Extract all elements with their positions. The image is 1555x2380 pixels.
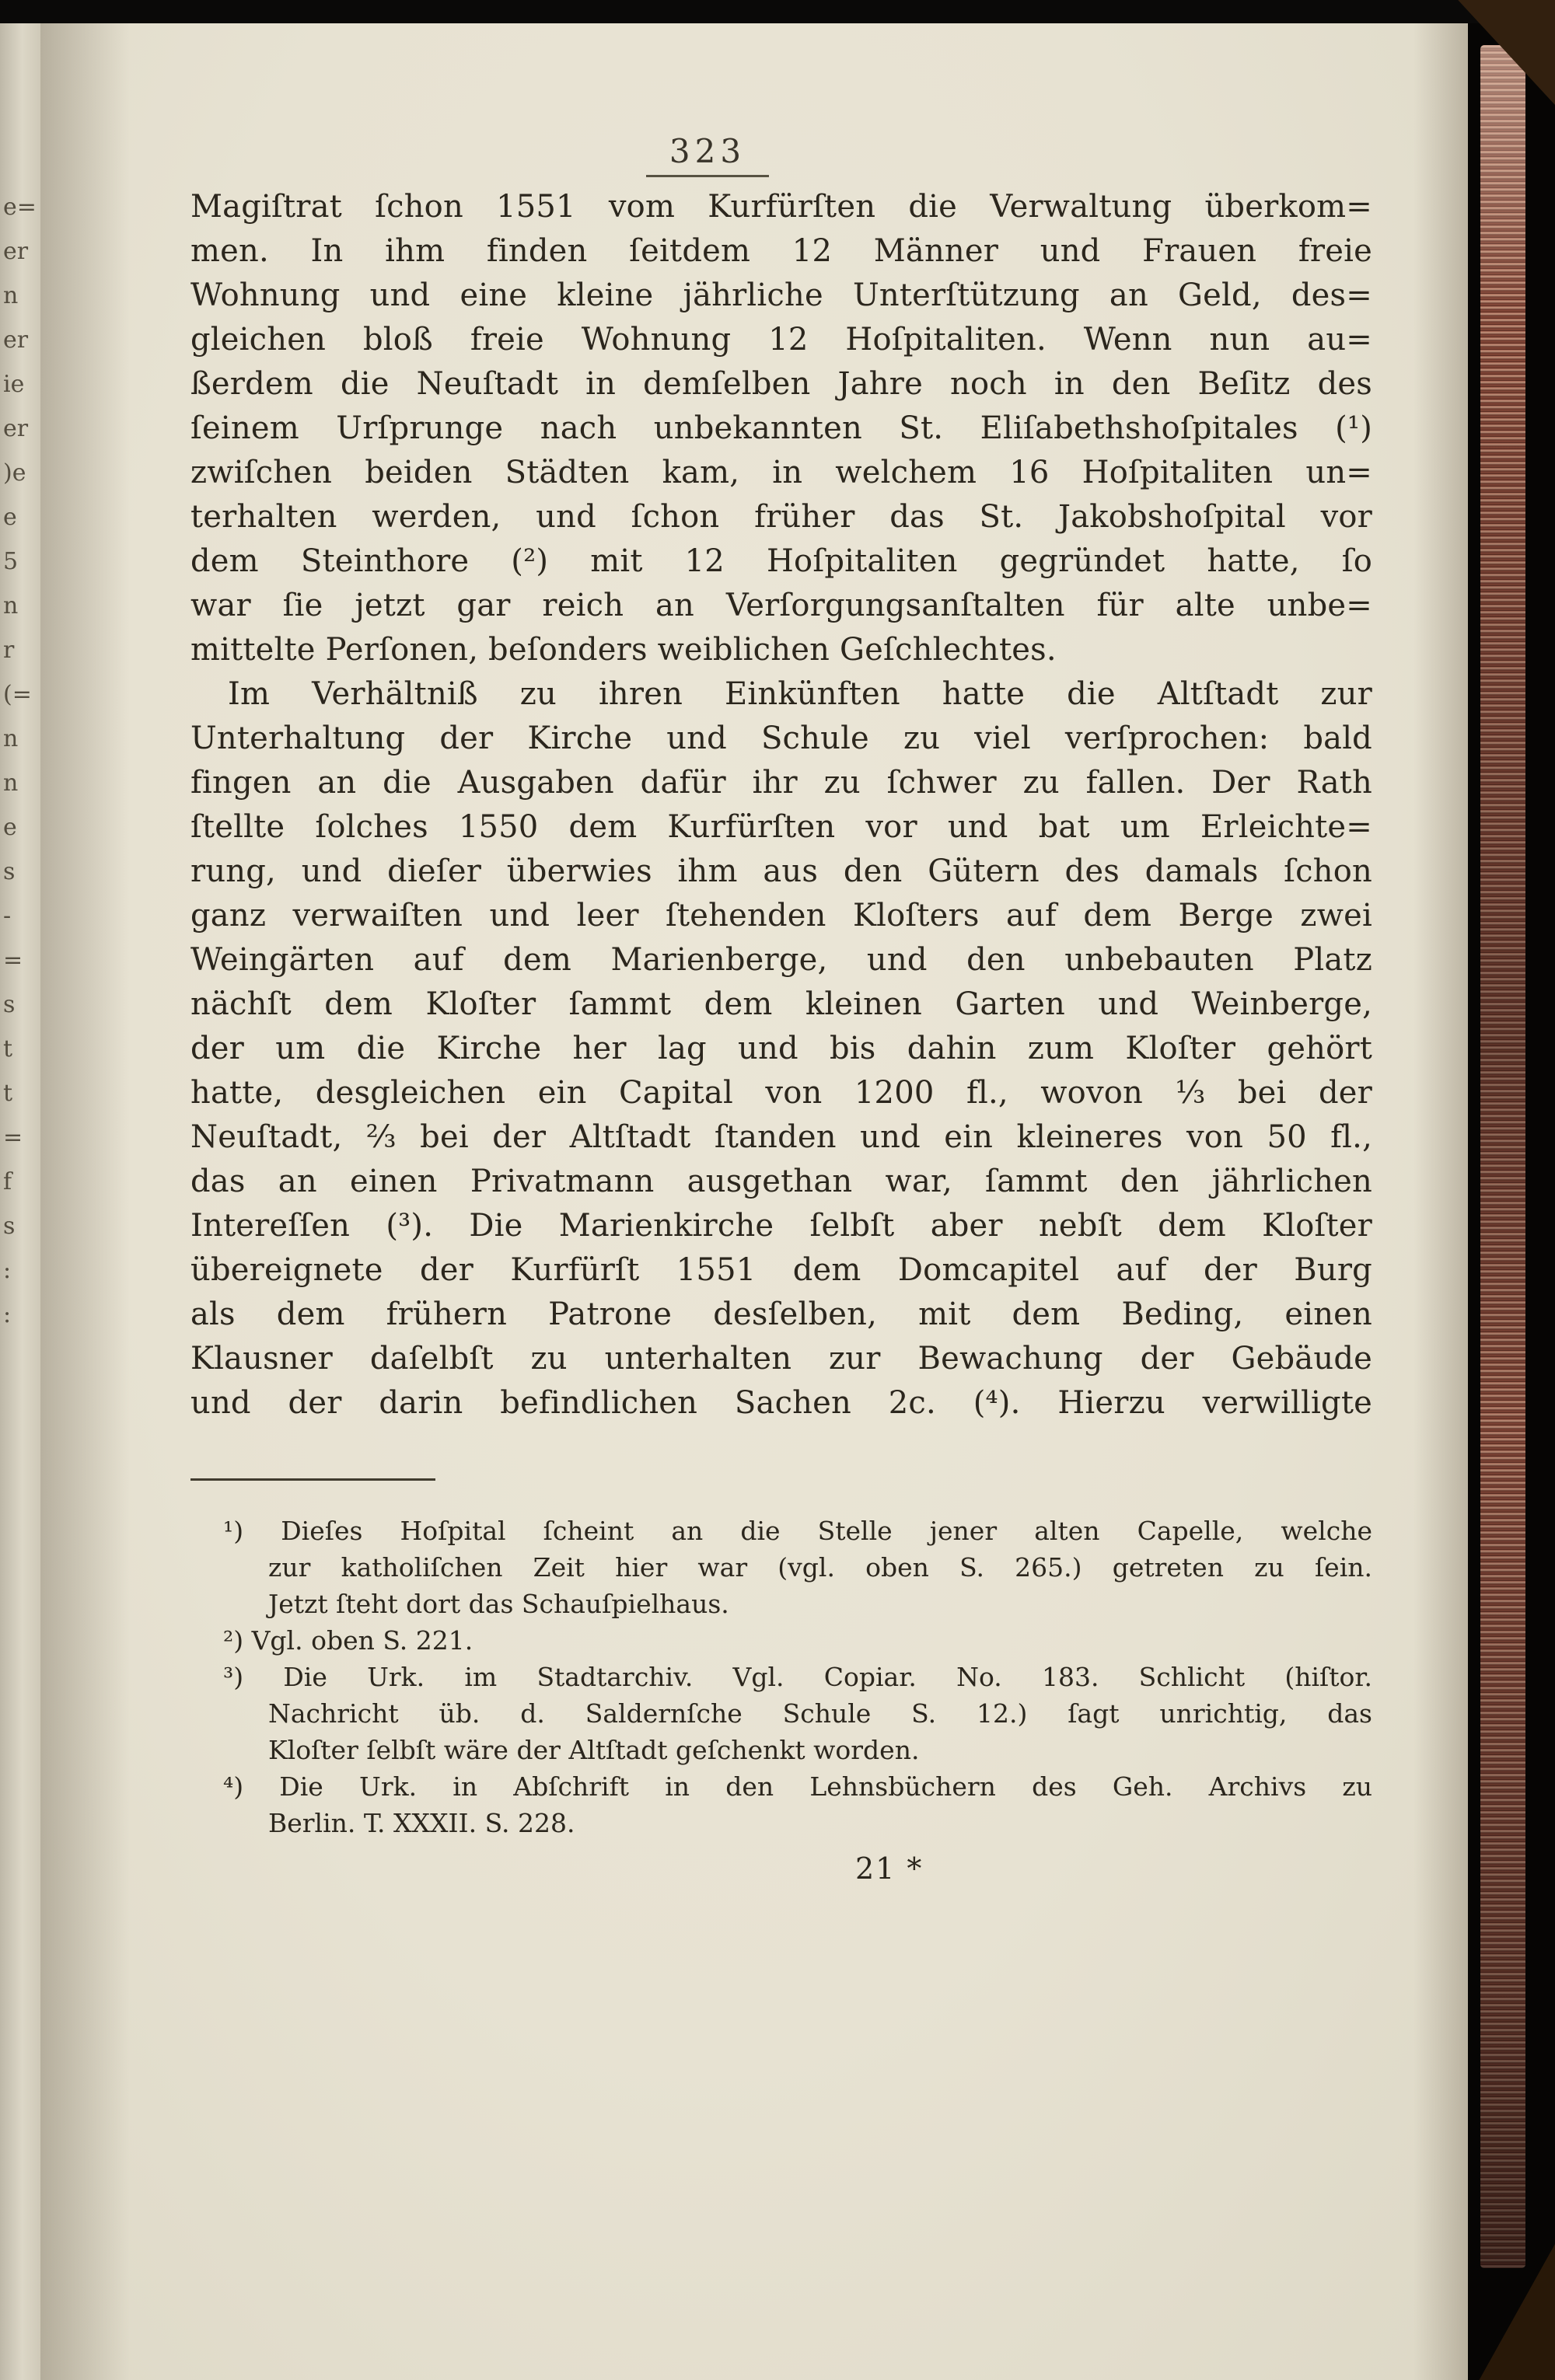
signature-mark: 21 *	[855, 1851, 924, 1886]
text-line: gleichen bloß freie Wohnung 12 Hoſpitaliten. Wenn nun au=	[190, 322, 1372, 358]
margin-fragment	[3, 1337, 39, 1381]
text-line: das an einen Privatmann ausgethan war, ſammt den jährlichen	[190, 1164, 1372, 1199]
margin-fragment: n	[3, 592, 19, 619]
text-line: übereignete der Kurfürſt 1551 dem Domcapitel auf der Burg	[190, 1252, 1372, 1288]
text-line: rung, und dieſer überwies ihm aus den Gütern des damals ſchon	[190, 853, 1372, 889]
text-line: nächſt dem Kloſter ſammt dem kleinen Garten und Weinberge,	[190, 986, 1372, 1022]
margin-fragment: s	[3, 1213, 16, 1240]
text-line: ganz verwaiſten und leer ſtehenden Kloſters auf dem Berge zwei	[190, 898, 1372, 934]
text-line: als dem frühern Patrone desſelben, mit dem Beding, einen	[190, 1296, 1372, 1332]
text-line: terhalten werden, und ſchon früher das St. Jakobshoſpital vor	[190, 499, 1372, 535]
margin-fragment: er	[3, 415, 29, 442]
margin-fragment: n	[3, 282, 19, 309]
footnote-line: Jetzt ſteht dort das Schauſpielhaus.	[268, 1589, 729, 1619]
text-line: mittelte Perſonen, beſonders weiblichen Geſchlechtes.	[190, 632, 1057, 668]
footnote-line: ²) Vgl. oben S. 221.	[223, 1625, 473, 1656]
text-line: Im Verhältniß zu ihren Einkünften hatte die Altſtadt zur	[228, 676, 1372, 712]
margin-fragment: ie	[3, 371, 25, 398]
gutter-shadow	[40, 23, 130, 2380]
text-line: dem Steinthore (²) mit 12 Hoſpitaliten gegründet hatte, ſo	[190, 543, 1372, 579]
margin-fragment: er	[3, 326, 29, 354]
book-edge	[1468, 0, 1555, 2380]
book-page	[0, 23, 1468, 2380]
text-line: Unterhaltung der Kirche und Schule zu viel verſprochen: bald	[190, 721, 1372, 756]
text-line: und der darin befindlichen Sachen 2c. (⁴). Hierzu verwilligte	[190, 1385, 1372, 1421]
footnote-line: ⁴) Die Urk. in Abſchrift in den Lehnsbüchern des Geh. Archivs zu	[223, 1771, 1372, 1802]
body-text	[190, 185, 1372, 1426]
margin-fragment: e=	[3, 194, 37, 221]
margin-fragment: n	[3, 725, 19, 752]
page-number: 323	[646, 132, 769, 177]
margin-fragment: t	[3, 1080, 13, 1107]
footnote-separator	[190, 1478, 435, 1481]
margin-fragment: :	[3, 1301, 12, 1328]
footnote-line: ³) Die Urk. im Stadtarchiv. Vgl. Copiar. No. 183. Schlicht (hiſtor.	[223, 1662, 1372, 1692]
text-line: men. In ihm finden ſeitdem 12 Männer und Frauen freie	[190, 233, 1372, 269]
text-line: hatte, desgleichen ein Capital von 1200 fl., wovon ⅓ bei der	[190, 1075, 1372, 1111]
footnote-line: zur katholiſchen Zeit hier war (vgl. oben S. 265.) getreten zu ſein.	[268, 1552, 1372, 1583]
text-line: Magiſtrat ſchon 1551 vom Kurfürſten die Verwaltung überkom=	[190, 189, 1372, 225]
text-line: Intereſſen (³). Die Marienkirche ſelbſt aber nebſt dem Kloſter	[190, 1208, 1372, 1244]
margin-fragment: )e	[3, 459, 26, 487]
page-stack-edges	[1480, 45, 1525, 2268]
margin-fragment: er	[3, 238, 29, 265]
margin-fragment: t	[3, 1035, 13, 1063]
text-line: ßerdem die Neuſtadt in demſelben Jahre noch in den Beſitz des	[190, 366, 1372, 402]
page-header	[117, 132, 1298, 177]
footnote-line: Berlin. T. XXXII. S. 228.	[268, 1808, 575, 1838]
margin-fragment: f	[3, 1168, 12, 1195]
text-line: ſeinem Urſprunge nach unbekannten St. Eliſabethshoſpitales (¹)	[190, 410, 1372, 446]
margin-fragment: -	[3, 902, 12, 930]
text-line: Neuſtadt, ⅔ bei der Altſtadt ſtanden und ein kleineres von 50 fl.,	[190, 1119, 1372, 1155]
scan-top-edge	[0, 0, 1555, 23]
margin-fragment: 5	[3, 548, 19, 575]
text-line: war ſie jetzt gar reich an Verſorgungsanſtalten für alte unbe=	[190, 588, 1372, 623]
margin-fragment: s	[3, 991, 16, 1018]
margin-fragment: =	[3, 947, 23, 974]
text-line: der um die Kirche her lag und bis dahin zum Kloſter gehört	[190, 1031, 1372, 1066]
margin-fragment: (=	[3, 681, 32, 708]
margin-fragment: s	[3, 858, 16, 885]
footnote-line: Kloſter ſelbſt wäre der Altſtadt geſchenkt worden.	[268, 1735, 920, 1765]
margin-fragment: =	[3, 1124, 23, 1151]
text-line: ſtellte ſolches 1550 dem Kurfürſten vor und bat um Erleichte=	[190, 809, 1372, 845]
margin-fragment: n	[3, 769, 19, 797]
margin-fragments	[3, 185, 39, 1426]
text-line: Weingärten auf dem Marienberge, und den unbebauten Platz	[190, 942, 1372, 978]
text-line: fingen an die Ausgaben dafür ihr zu ſchwer zu fallen. Der Rath	[190, 765, 1372, 801]
margin-fragment	[3, 1381, 39, 1426]
footnotes	[190, 1513, 1372, 1841]
margin-fragment: r	[3, 637, 15, 664]
text-line: Wohnung und eine kleine jährliche Unterſtützung an Geld, des=	[190, 277, 1372, 313]
text-line: Klausner daſelbſt zu unterhalten zur Bewachung der Gebäude	[190, 1341, 1372, 1377]
margin-fragment: e	[3, 504, 17, 531]
text-line: zwiſchen beiden Städten kam, in welchem 16 Hoſpitaliten un=	[190, 455, 1372, 490]
margin-fragment: :	[3, 1257, 12, 1284]
margin-fragment: e	[3, 814, 17, 841]
footnote-line: ¹) Dieſes Hoſpital ſcheint an die Stelle jener alten Capelle, welche	[223, 1516, 1372, 1546]
footnote-line: Nachricht üb. d. Saldernſche Schule S. 12.) ſagt unrichtig, das	[268, 1698, 1372, 1729]
